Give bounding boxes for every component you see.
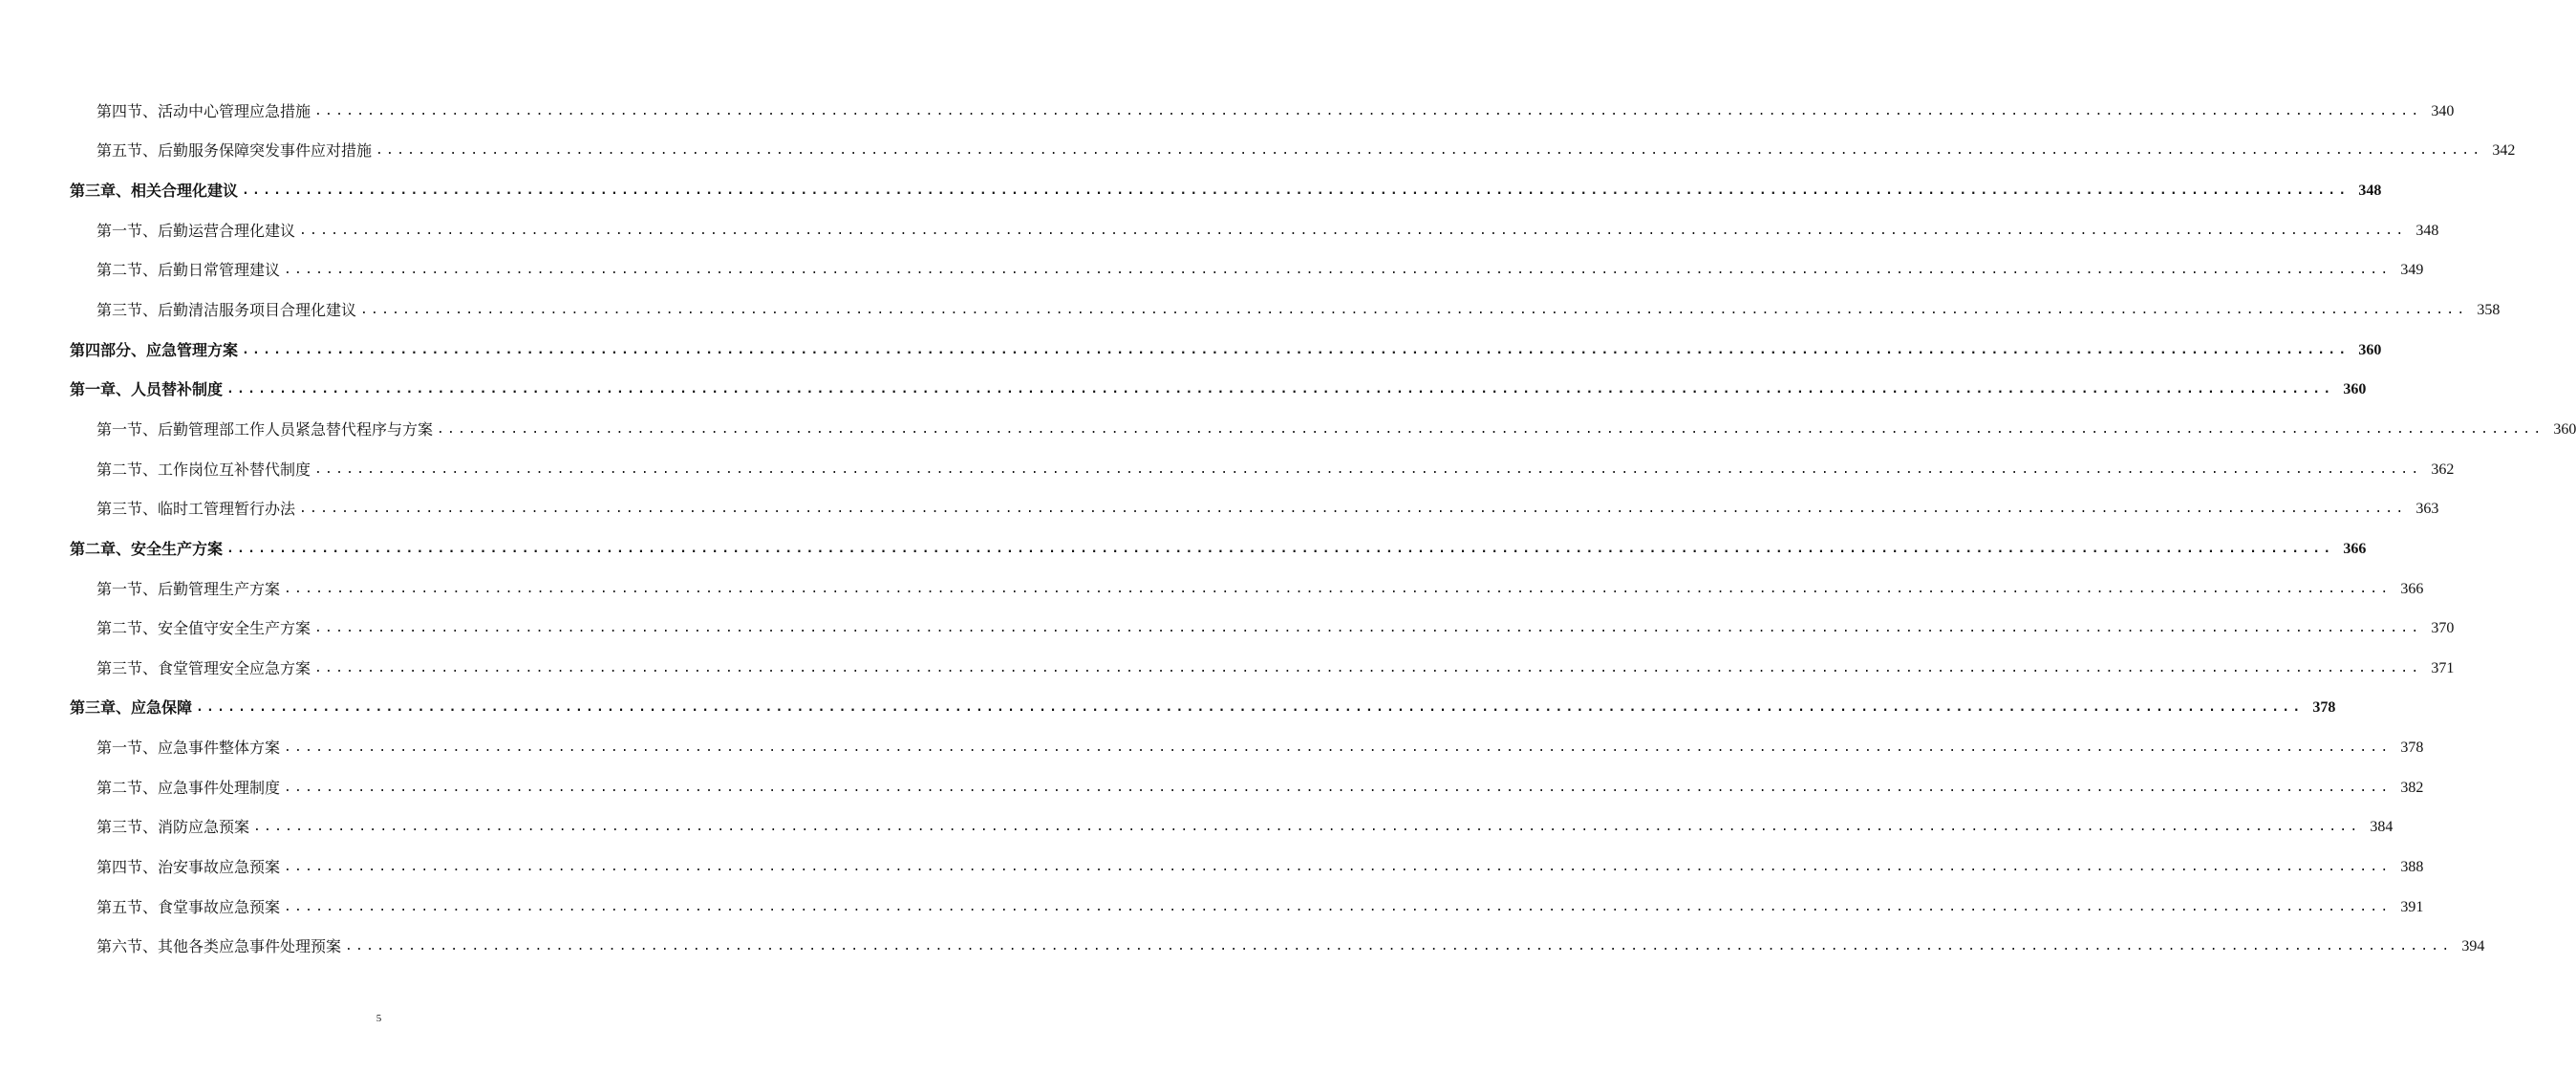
toc-entry-title: 第四节、活动中心管理应急措施: [97, 101, 311, 120]
toc-entry-page: 348: [2358, 182, 2382, 200]
toc-section-entry[interactable]: [0, 290, 2501, 331]
toc-section-entry[interactable]: [0, 251, 2424, 291]
toc-section-entry[interactable]: [0, 847, 2424, 888]
toc-dot-leader: ........................................................................................................................................................................................................: [253, 820, 2361, 835]
toc-entry-title: 第三章、应急保障: [70, 698, 193, 718]
toc-entry-title: 第一节、后勤运营合理化建议: [97, 221, 296, 240]
toc-entry-title: 第二节、安全值守安全生产方案: [97, 619, 311, 638]
toc-dot-leader: ........................................................................................................................................................................................................: [284, 859, 2392, 874]
toc-entry-title: 第一节、后勤管理生产方案: [97, 579, 281, 598]
toc-entry-title: 第四节、治安事故应急预案: [97, 857, 281, 876]
toc-entry-title: 第二节、应急事件处理制度: [97, 778, 281, 797]
toc-entry-title: 第二节、工作岗位互补替代制度: [97, 460, 311, 479]
toc-chapter-entry[interactable]: [0, 529, 2367, 569]
toc-dot-leader: ........................................................................................................................................................................................................: [284, 780, 2392, 795]
toc-chapter-entry[interactable]: [0, 331, 2382, 371]
toc-entry-title: 第三章、相关合理化建议: [70, 182, 239, 201]
toc-dot-leader: ........................................................................................................................................................................................................: [284, 899, 2392, 914]
toc-dot-leader: ........................................................................................................................................................................................................: [284, 740, 2392, 756]
toc-entry-title: 第一章、人员替补制度: [70, 380, 224, 399]
toc-chapter-entry[interactable]: [0, 689, 2336, 729]
toc-dot-leader: ........................................................................................................................................................................................................: [314, 461, 2422, 477]
toc-entry-title: 第三节、消防应急预案: [97, 818, 250, 837]
toc-entry-page: 340: [2431, 102, 2455, 119]
toc-entry-title: 第三节、后勤清洁服务项目合理化建议: [97, 301, 357, 320]
toc-entry-title: 第三节、食堂管理安全应急方案: [97, 658, 311, 677]
toc-dot-leader: ........................................................................................................................................................................................................: [314, 660, 2422, 675]
toc-entry-title: 第四部分、应急管理方案: [70, 340, 239, 359]
toc-entry-page: 370: [2431, 620, 2455, 637]
toc-entry-page: 358: [2477, 302, 2501, 319]
toc-dot-leader: ........................................................................................................................................................................................................: [314, 103, 2422, 118]
toc-dot-leader: ........................................................................................................................................................................................................: [226, 382, 2334, 397]
toc-entry-page: 362: [2431, 461, 2455, 478]
toc-entry-title: 第一节、应急事件整体方案: [97, 739, 281, 758]
toc-entry-page: 349: [2400, 262, 2424, 279]
toc-entry-page: 388: [2400, 858, 2424, 875]
toc-entry-page: 371: [2431, 659, 2455, 676]
toc-section-entry[interactable]: [0, 768, 2424, 808]
toc-dot-leader: ........................................................................................................................................................................................................: [226, 541, 2334, 556]
toc-entry-title: 第二节、后勤日常管理建议: [97, 261, 281, 280]
toc-entry-page: 360: [2358, 341, 2382, 358]
toc-entry-page: 360: [2343, 381, 2367, 398]
toc-entry-page: 348: [2415, 222, 2439, 239]
toc-entry-title: 第六节、其他各类应急事件处理预案: [97, 937, 342, 956]
toc-section-entry[interactable]: [0, 92, 2455, 132]
toc-dot-leader: ........................................................................................................................................................................................................: [437, 421, 2544, 437]
toc-section-entry[interactable]: [0, 450, 2455, 490]
toc-dot-leader: ........................................................................................................................................................................................................: [284, 263, 2392, 278]
toc-dot-leader: ........................................................................................................................................................................................................: [242, 342, 2350, 357]
toc-dot-leader: ........................................................................................................................................................................................................: [360, 303, 2468, 318]
toc-entry-title: 第一节、后勤管理部工作人员紧急替代程序与方案: [97, 419, 434, 439]
toc-dot-leader: ........................................................................................................................................................................................................: [299, 223, 2407, 238]
toc-entry-page: 363: [2415, 501, 2439, 518]
toc-dot-leader: ........................................................................................................................................................................................................: [196, 700, 2304, 716]
toc-section-entry[interactable]: [0, 489, 2439, 529]
toc-entry-page: 366: [2400, 580, 2424, 597]
toc-dot-leader: ........................................................................................................................................................................................................: [376, 143, 2483, 159]
toc-section-entry[interactable]: [0, 808, 2394, 848]
toc-section-entry[interactable]: [0, 728, 2424, 768]
toc-entry-page: 394: [2461, 938, 2485, 955]
toc-entry-title: 第二章、安全生产方案: [70, 539, 224, 558]
toc-chapter-entry[interactable]: [0, 171, 2382, 211]
toc-section-entry[interactable]: [0, 132, 2516, 172]
toc-dot-leader: ........................................................................................................................................................................................................: [299, 502, 2407, 517]
toc-section-entry[interactable]: [0, 609, 2455, 649]
toc-dot-leader: ........................................................................................................................................................................................................: [345, 939, 2453, 954]
toc-entry-title: 第五节、食堂事故应急预案: [97, 897, 281, 916]
toc-entry-page: 378: [2312, 699, 2336, 717]
toc-entry-page: 360: [2553, 420, 2576, 438]
toc-section-entry[interactable]: [0, 211, 2439, 251]
toc-entry-page: 391: [2400, 898, 2424, 915]
toc-section-entry[interactable]: [0, 927, 2485, 967]
toc-section-entry[interactable]: [0, 649, 2455, 689]
toc-dot-leader: ........................................................................................................................................................................................................: [284, 581, 2392, 596]
toc-entry-page: 378: [2400, 740, 2424, 757]
toc-entry-page: 366: [2343, 540, 2367, 557]
toc-section-entry[interactable]: [0, 888, 2424, 928]
toc-entry-page: 342: [2492, 142, 2516, 160]
toc-dot-leader: ........................................................................................................................................................................................................: [242, 183, 2350, 199]
toc-entry-title: 第三节、临时工管理暂行办法: [97, 500, 296, 519]
toc-entry-page: 384: [2370, 819, 2394, 836]
table-of-contents: [0, 92, 2576, 967]
toc-section-entry[interactable]: [0, 569, 2424, 610]
toc-entry-title: 第五节、后勤服务保障突发事件应对措施: [97, 141, 373, 161]
page-number: 5: [376, 1013, 382, 1024]
toc-chapter-entry[interactable]: [0, 370, 2367, 410]
toc-dot-leader: ........................................................................................................................................................................................................: [314, 621, 2422, 636]
toc-section-entry[interactable]: [0, 410, 2576, 450]
toc-entry-page: 382: [2400, 779, 2424, 796]
